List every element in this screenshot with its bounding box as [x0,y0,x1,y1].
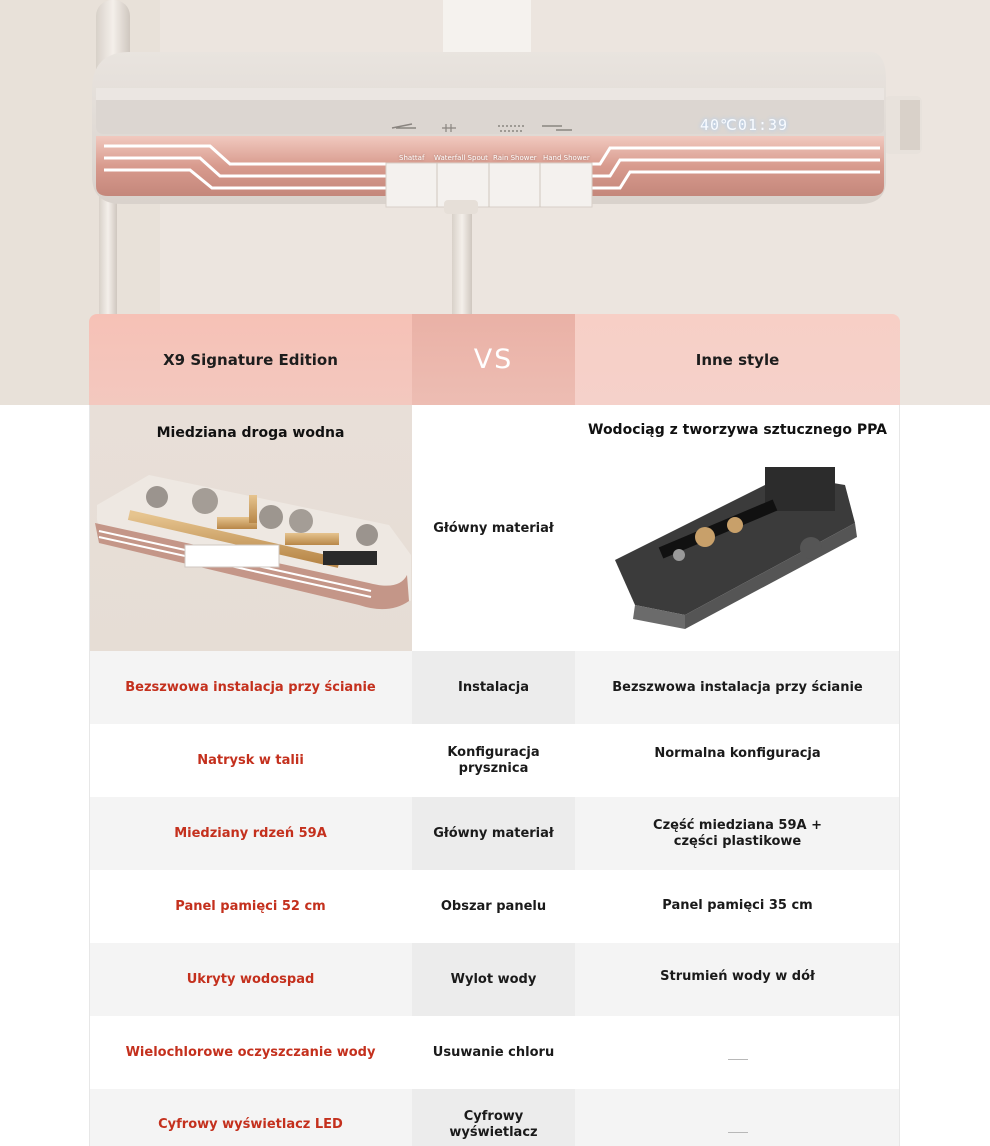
digital-display-label: Cyfrowy wyświetlacz [449,1108,538,1140]
row-chlorine-removal-other [575,1016,900,1089]
row-water-outlet-label [412,943,575,1016]
table-left-border [89,405,90,1146]
row-installation-other [575,651,900,724]
row-installation-label [412,651,575,724]
led-display-readout: 40℃01:39 [700,116,789,134]
row-shower-config-other [575,724,900,797]
row-panel-area-label [412,870,575,943]
shower-config-label: Konfiguracja prysznica [447,744,540,776]
row-installation-x9 [89,651,412,724]
copper-waterway-illustration [89,405,412,651]
button-label-waterfall-spout: Waterfall Spout [434,154,488,162]
comparison-table [89,314,900,1146]
button-label-rain-shower: Rain Shower [493,154,537,162]
row-digital-display-other [575,1089,900,1146]
x9-chlorine-removal-value: Wielochlorowe oczyszczanie wody [125,1044,376,1060]
x9-installation-value: Bezszwowa instalacja przy ścianie [125,679,376,695]
not-available-dash [728,1059,748,1060]
other-panel-area-value: Panel pamięci 35 cm [662,898,813,913]
main-material-label: Główny materiał [412,405,575,651]
x9-digital-display-value: Cyfrowy wyświetlacz LED [158,1116,343,1132]
ppa-valve-illustration [575,405,900,651]
row-shower-config-x9 [89,724,412,797]
ppa-plastic-waterway-panel [575,405,900,651]
row-chlorine-removal-x9 [89,1016,412,1089]
core-material-label: Główny materiał [433,825,554,841]
other-shower-config-value: Normalna konfiguracja [654,746,821,761]
row-water-outlet-x9 [89,943,412,1016]
row-chlorine-removal-label [412,1016,575,1089]
copper-waterway-panel [89,405,412,651]
copper-waterway-title: Miedziana droga wodna [156,425,345,441]
row-shower-config-label [412,724,575,797]
button-label-hand-shower: Hand Shower [543,154,590,162]
other-water-outlet-value: Strumień wody w dół [660,969,815,984]
table-right-border [899,405,900,1146]
button-label-shattaf: Shattaf [399,154,425,162]
ppa-waterway-title: Wodociąg z tworzywa sztucznego PPA [588,422,887,438]
row-digital-display-label [412,1089,575,1146]
x9-panel-area-value: Panel pamięci 52 cm [175,898,326,914]
row-water-outlet-other [575,943,900,1016]
other-installation-value: Bezszwowa instalacja przy ścianie [612,679,863,695]
row-core-material-label [412,797,575,870]
header-vs: VS [412,314,575,405]
x9-shower-config-value: Natrysk w talii [197,752,304,768]
row-panel-area-other [575,870,900,943]
water-outlet-label: Wylot wody [450,971,537,987]
x9-water-outlet-value: Ukryty wodospad [186,971,315,987]
chlorine-removal-label: Usuwanie chloru [432,1044,555,1060]
not-available-dash [728,1132,748,1133]
x9-core-material-value: Miedziany rdzeń 59A [174,825,327,841]
row-panel-area-x9 [89,870,412,943]
panel-area-label: Obszar panelu [440,898,547,914]
row-core-material-x9 [89,797,412,870]
row-core-material-other [575,797,900,870]
other-core-material-value: Część miedziana 59A + części plastikowe [653,817,822,849]
installation-label: Instalacja [458,679,529,695]
header-x9-signature-edition: X9 Signature Edition [89,314,412,405]
header-other-styles: Inne style [575,314,900,405]
row-digital-display-x9 [89,1089,412,1146]
